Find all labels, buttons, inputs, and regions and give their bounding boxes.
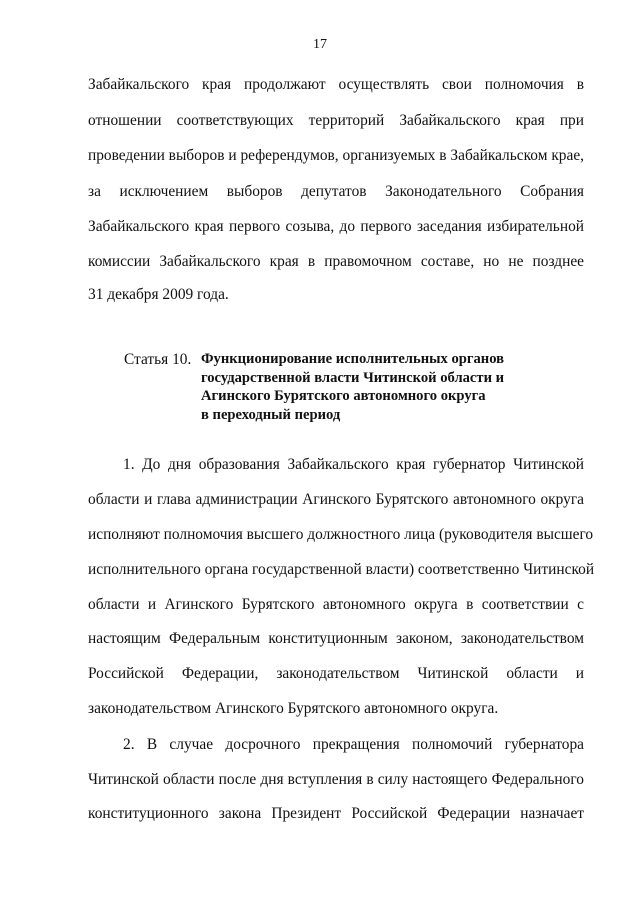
article-title-line: Функционирование исполнительных органов xyxy=(201,351,505,367)
text-line: 2. В случае досрочного прекращения полномочий губернатора xyxy=(123,736,584,753)
article-title xyxy=(201,350,504,424)
text-line: исполнительного органа государственной власти) соответственно Читинской xyxy=(88,561,595,578)
text-line: проведении выборов и референдумов, организуемых в Забайкальском крае, xyxy=(88,147,584,164)
article-label: Статья 10. xyxy=(124,351,192,368)
text-line: за исключением выборов депутатов Законодательного Собрания xyxy=(88,183,584,200)
text-line: законодательством Агинского Бурятского автономного округа. xyxy=(88,700,499,717)
text-line: 1. До дня образования Забайкальского края губернатор Читинской xyxy=(123,456,584,473)
text-line: Российской Федерации, законодательством Читинской области и xyxy=(88,665,584,682)
page-number: 17 xyxy=(313,37,327,52)
text-line: исполняют полномочия высшего должностного лица (руководителя высшего xyxy=(88,526,594,543)
text-line: Читинской области после дня вступления в силу настоящего Федерального xyxy=(88,771,584,788)
text-line: 31 декабря 2009 года. xyxy=(88,286,229,303)
text-line: настоящим Федеральным конституционным законом, законодательством xyxy=(88,630,584,647)
text-line: конституционного закона Президент Российской Федерации назначает xyxy=(88,805,584,822)
text-line: области и глава администрации Агинского Бурятского автономного округа xyxy=(88,491,584,508)
text-line: отношении соответствующих территорий Забайкальского края при xyxy=(88,112,584,129)
text-line: комиссии Забайкальского края в правомочном составе, но не позднее xyxy=(88,253,584,270)
text-line: Забайкальского края первого созыва, до первого заседания избирательной xyxy=(88,218,584,235)
article-title-line: Агинского Бурятского автономного округа xyxy=(201,388,486,404)
text-line: области и Агинского Бурятского автономного округа в соответствии с xyxy=(88,596,584,613)
article-title-line: в переходный период xyxy=(201,406,341,423)
text-line: Забайкальского края продолжают осуществлять свои полномочия в xyxy=(88,76,584,93)
article-title-line: государственной власти Читинской области и xyxy=(201,369,505,386)
